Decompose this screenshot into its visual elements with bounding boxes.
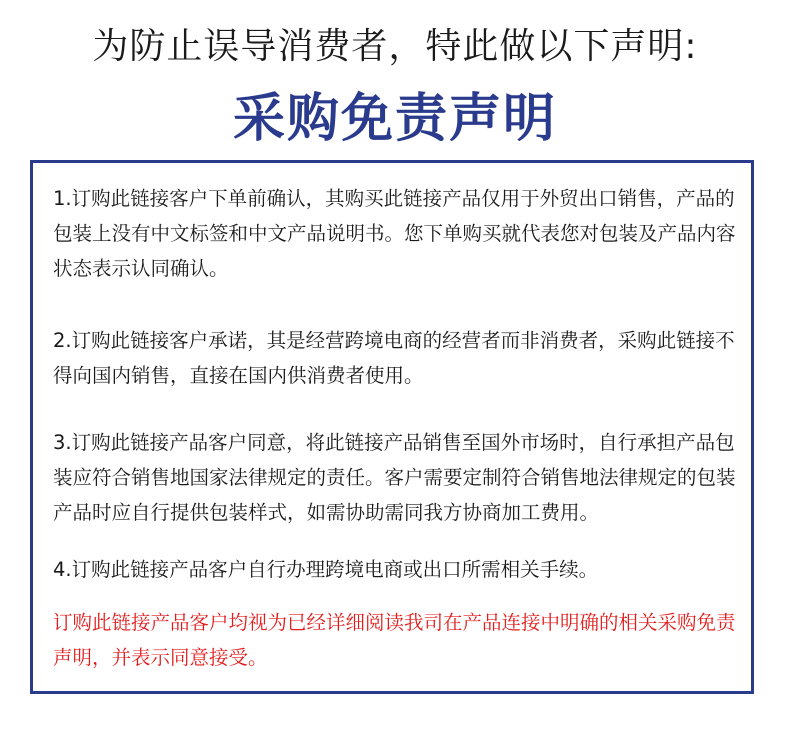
agreement-warning: 订购此链接产品客户均视为已经详细阅读我司在产品连接中明确的相关采购免责声明，并表示同意接受。 (53, 611, 736, 669)
clause-2: 2.订购此链接客户承诺，其是经营跨境电商的经营者而非消费者，采购此链接不得向国内销售，直接在国内供消费者使用。 (53, 329, 735, 387)
disclaimer-box (30, 160, 754, 694)
page-subtitle: 为防止误导消费者，特此做以下声明: (92, 26, 698, 67)
page-title: 采购免责声明 (232, 89, 557, 149)
clause-3: 3.订购此链接产品客户同意，将此链接产品销售至国外市场时，自行承担产品包装应符合销售地国家法律规定的责任。客户需要定制符合销售地法律规定的包装产品时应自行提供包装样式，如需协助需同我方协商加工费用。 (53, 431, 736, 524)
clause-4: 4.订购此链接产品客户自行办理跨境电商或出口所需相关手续。 (53, 558, 599, 581)
clause-1: 1.订购此链接客户下单前确认，其购买此链接产品仅用于外贸出口销售，产品的包装上没有中文标签和中文产品说明书。您下单购买就代表您对包装及产品内容状态表示认同确认。 (53, 187, 736, 280)
